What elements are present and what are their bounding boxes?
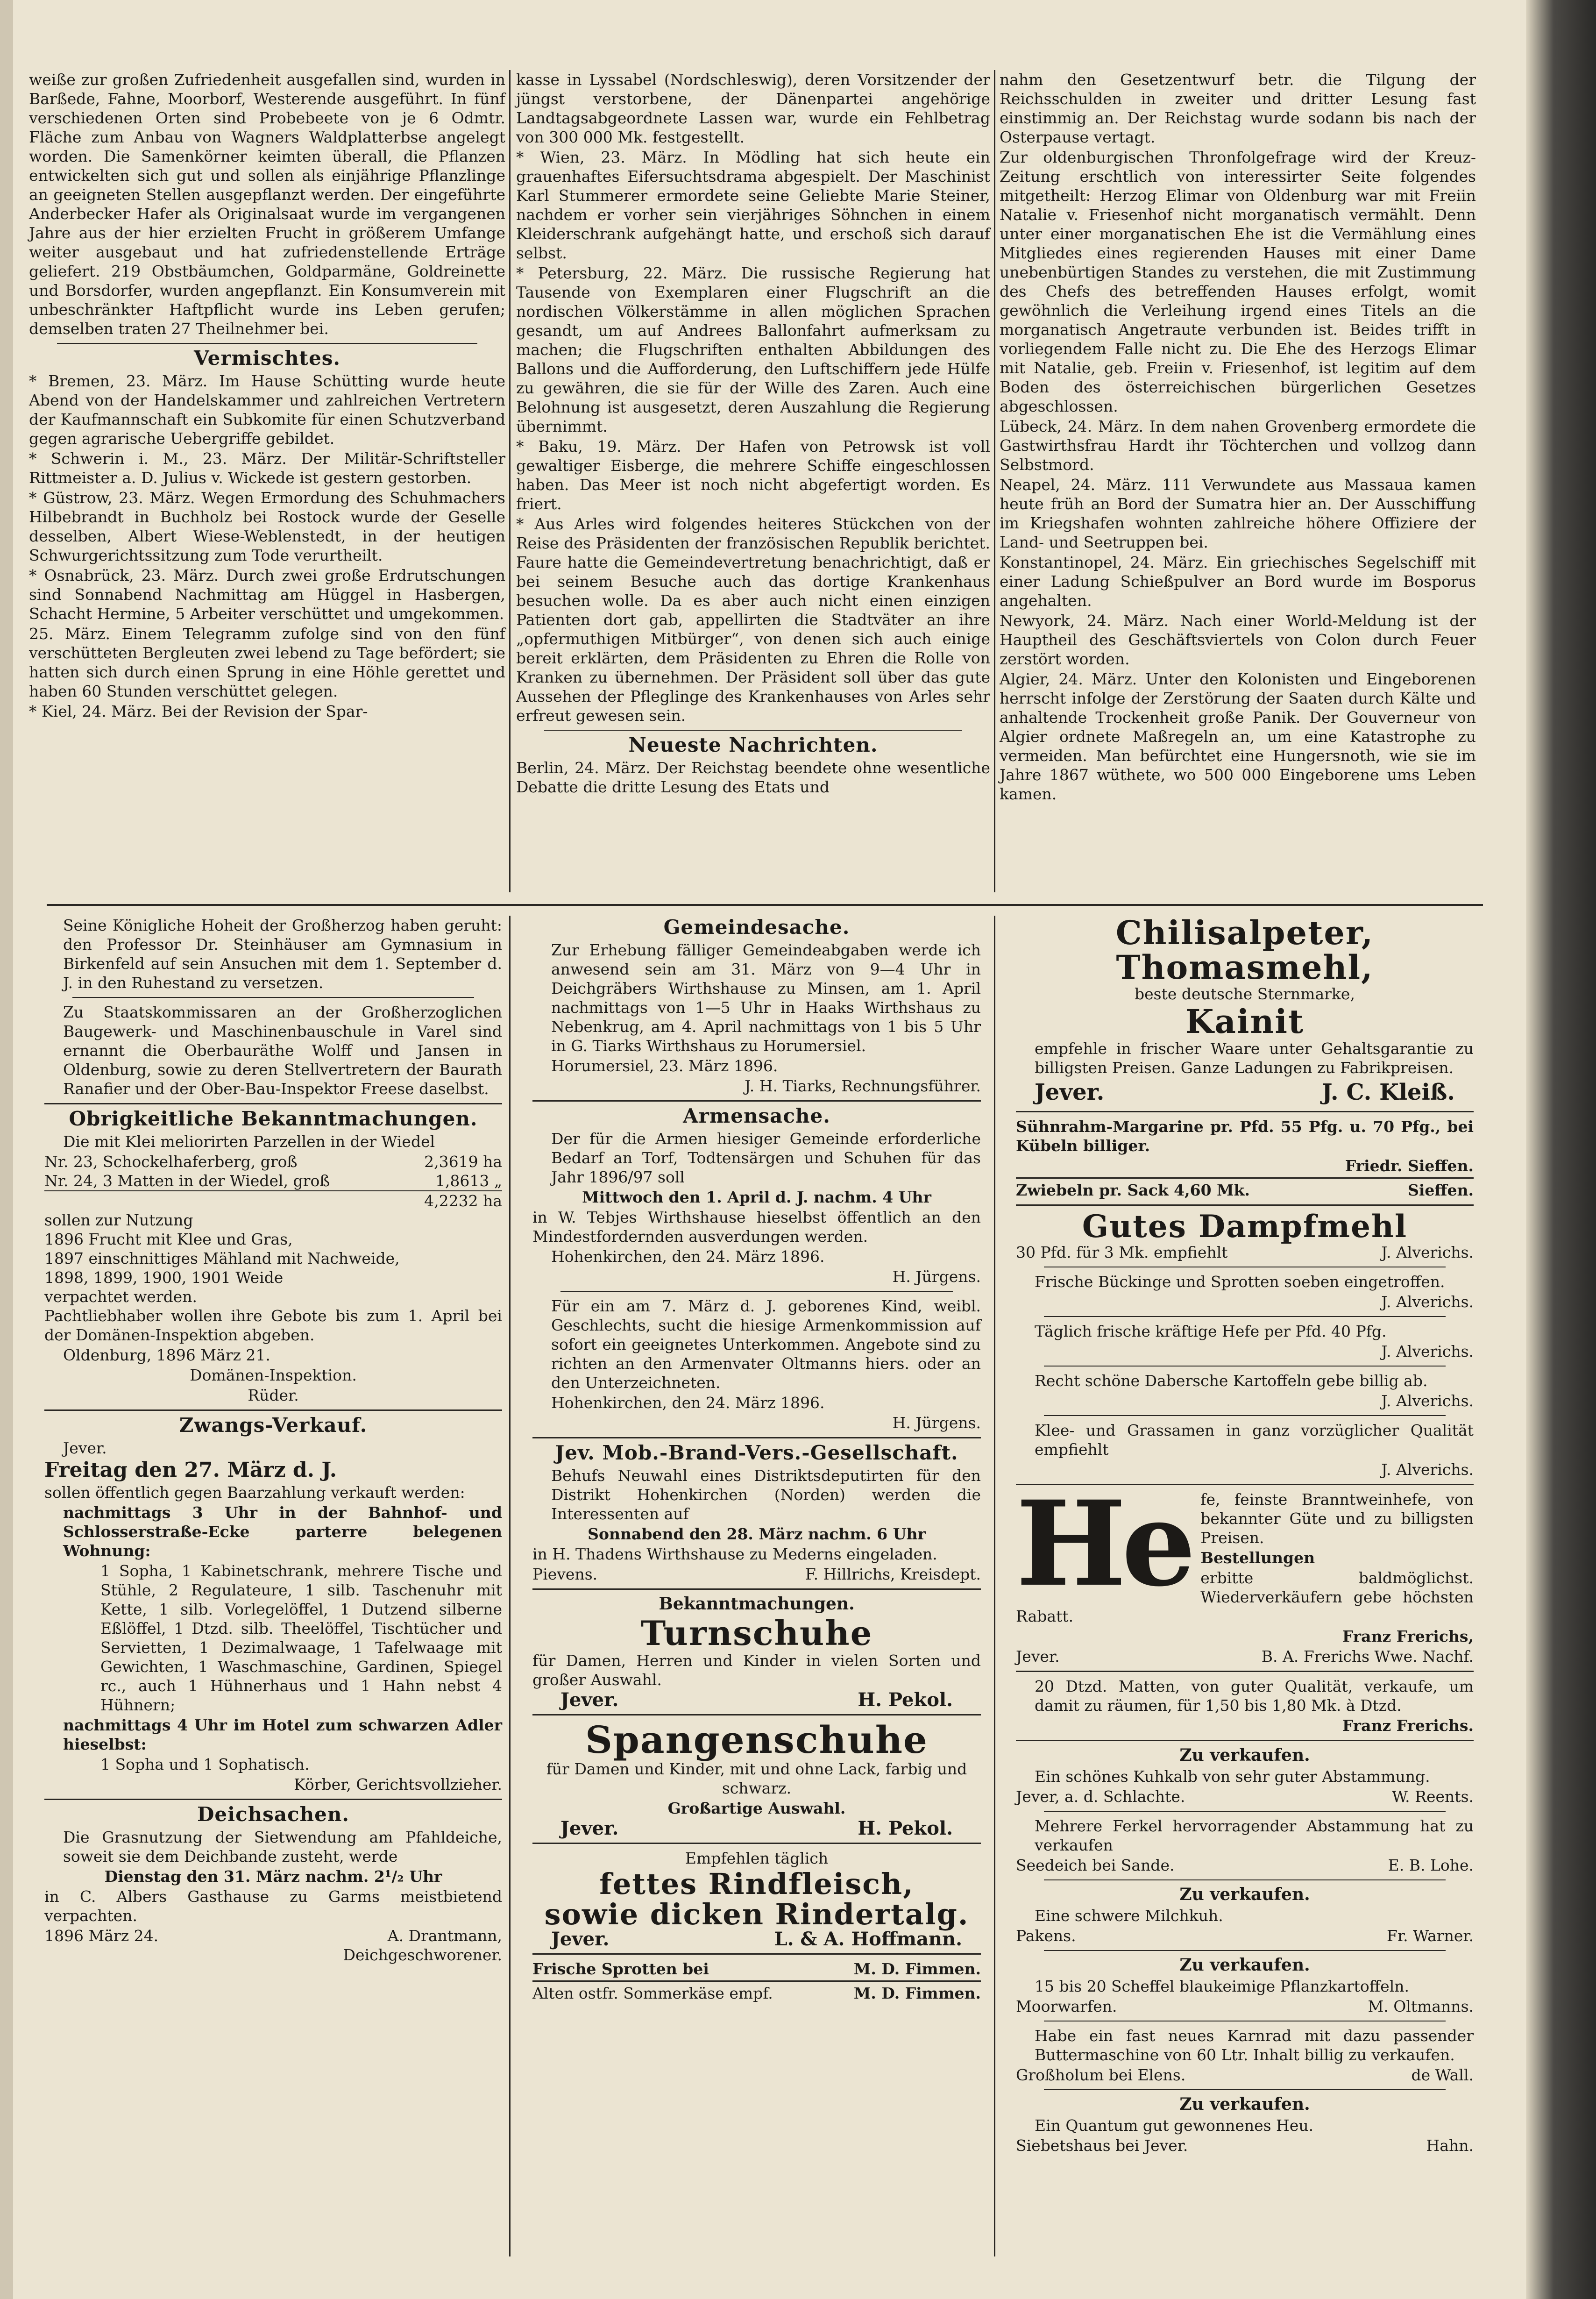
notice-text: sollen zur Nutzung 1896 Frucht mit Klee und Gras, 1897 einschnittiges Mähland mit Nachweide, 1898, 1899, 1900, 1901 Weide verpachtet werden. Pachtliebhaber wollen ihre Gebote bis zum 1. April bei der Domänen-Inspektion abgeben. [44,1211,502,1344]
notice-place: Horumersiel, 23. März 1896. [551,1057,778,1075]
news-item: kasse in Lyssabel (Nordschleswig), deren Vorsitzender der jüngst verstorbene, der Dänenpartei angehörige Landtagsabgeordnete Lassen war, wurde ein Fehlbetrag von 300 000 Mk. festgestellt. [516,71,990,146]
ad-text: für Damen, Herren und Kinder in vielen Sorten und großer Auswahl. [532,1651,981,1689]
news-item: Lübeck, 24. März. In dem nahen Grovenberg ermordete die Gastwirthsfrau Hardt ihr Töchterchen und vollzog dann Selbstmord. [1000,417,1476,474]
ad-signature: Hahn. [1426,2136,1474,2155]
bottom-column-2 [532,916,981,2003]
news-item: Berlin, 24. März. Der Reichstag beendete ohne wesentliche Debatte die dritte Lesung des Etats und [516,759,990,796]
ad-signature-row [1016,1787,1474,1806]
ad-text: Ein Quantum gut gewonnenes Heu. [1035,2116,1314,2135]
ad-place: Jever. [560,1817,619,1839]
ad-signature: L. & A. Hoffmann. [774,1928,962,1950]
heading-zu-verkaufen: Zu verkaufen. [1179,1745,1310,1765]
ad-signature: J. Alverichs. [1381,1243,1474,1261]
separator [544,730,962,731]
ad-signature-row [1016,2065,1474,2085]
ad-text: beste deutsche Sternmarke, [1135,985,1355,1003]
separator [532,1843,981,1844]
ad-signature: H. Pekol. [858,1817,953,1839]
ad-place: Großholum bei Elens. [1016,2065,1186,2084]
ad-signature-row [1016,1647,1474,1666]
news-item: * Wien, 23. März. In Mödling hat sich heute ein grauenhaftes Eifersuchtsdrama abgespielt. Der Maschinist Karl Stummerer ermordete seine Geliebte Marie Steiner, nachdem er vorher sein vierjähriges Söhnchen in einem Kleiderschrank aufgehängt hatte, und erschoß sich darauf selbst. [516,148,990,262]
ad-text: fe, feinste Branntweinhefe, von bekannter Güte und zu billigsten Preisen. [1200,1490,1474,1547]
ad-text: 30 Pfd. für 3 Mk. empfiehlt [1016,1243,1228,1261]
parcel-value: 1,8613 „ [435,1172,502,1190]
ad-place: Moorwarfen. [1016,1997,1117,2015]
ad-bold: Bestellungen [1200,1548,1315,1567]
ad-text: Alten ostfr. Sommerkäse empf. [532,1984,773,2002]
ad-place: Jever. [551,1928,610,1950]
scan-edge-left [0,0,13,2299]
top-column-3 [1000,70,1476,804]
separator [532,1953,981,1955]
notice-place: Jever. [63,1439,107,1457]
ad-text: Empfehlen täglich [685,1849,829,1867]
notice-place: Oldenburg, 1896 März 21. [63,1346,270,1364]
ad-row [1016,1181,1474,1200]
separator [44,1799,502,1800]
notice-items: 1 Sopha, 1 Kabinetschrank, mehrere Tische und Stühle, 2 Regulateure, 1 silb. Taschenuhr mit Kette, 1 silb. Vorlegelöffel, 1 Dutzend silberne Eßlöffel, 1 Dtzd. silb. Theelöffel, Tischtücher und Servietten, 1 Dezimalwaage, 1 Tafelwaage mit Gewichten, 1 Waschmaschine, Gardinen, Spiegel rc., auch 1 Hühnerhaus und 1 Hahn nebst 4 Hühnern; [100,1562,502,1714]
news-item: Algier, 24. März. Unter den Kolonisten und Eingeborenen herrscht infolge der Zerstörung der Saaten durch Kälte und anhaltende Trockenheit große Panik. Der Gouverneur von Algier ordnete Maßregeln an, um eine Katastrophe zu vermeiden. Man befürchtet eine Hungersnoth, wie sie im Jahre 1867 wüthete, wo 500 000 Eingeborene ums Leben kamen. [1000,670,1476,803]
bottom-column-3 [1016,913,1474,2155]
separator [1016,1177,1474,1179]
ad-signature: M. Oltmanns. [1368,1997,1474,2015]
ad-title-dampfmehl: Gutes Dampfmehl [1082,1208,1408,1245]
ad-signature-row [1016,1856,1474,1875]
notice-bold: nachmittags 3 Uhr in der Bahnhof- und Schlosserstraße-Ecke parterre belegenen Wohnung: [63,1503,502,1560]
separator [1044,1366,1446,1367]
news-item: 25. März. Einem Telegramm zufolge sind von den fünf verschütteten Bergleuten zwei lebend zu Tage befördert; sie hatten sich durch einen Sprung in eine Höhle gerettet und haben 60 Stunden verschüttet gelegen. [29,625,505,700]
ad-text: Eine schwere Milchkuh. [1035,1906,1223,1925]
heading-brandversicherung: Jev. Mob.-Brand-Vers.-Gesellschaft. [555,1441,958,1464]
ad-place: Pakens. [1016,1926,1076,1945]
notice-signature: Deichgeschworener. [343,1946,502,1964]
ad-signature: M. D. Fimmen. [853,1959,981,1978]
section-divider [47,904,1483,906]
ad-signature: J. Alverichs. [1381,1292,1474,1311]
ad-title-chilisalpeter: Chilisalpeter, [1115,913,1374,952]
ad-text: 15 bis 20 Scheffel blaukeimige Pflanzkartoffeln. [1035,1977,1410,1995]
news-item: * Schwerin i. M., 23. März. Der Militär-Schriftsteller Rittmeister a. D. Julius v. Wickede ist gestern gestorben. [29,449,505,487]
ad-text: 20 Dtzd. Matten, von guter Qualität, verkaufe, um damit zu räumen, für 1,50 bis 1,80 Mk. à Dtzd. [1035,1677,1474,1715]
heading-zu-verkaufen: Zu verkaufen. [1179,1955,1310,1975]
ad-text: Frische Sprotten bei [532,1959,709,1978]
top-column-2 [516,70,990,797]
notice-text: Zu Staatskommissaren an der Großherzoglichen Baugewerk- und Maschinenbauschule in Varel sind ernannt die Oberbauräthe Wolff und Jansen in Oldenburg, sowie zu deren Stellvertretern der Baurath Ranafier und der Ober-Bau-Inspektor Freese daselbst. [63,1003,502,1098]
separator [1044,1415,1446,1416]
ad-title-thomasmehl: Thomasmehl, [1116,947,1374,987]
ad-signature: J. Alverichs. [1381,1460,1474,1479]
ad-title-rindfleisch: fettes Rindfleisch, [599,1866,914,1901]
notice-bold: Mittwoch den 1. April d. J. nachm. 4 Uhr [582,1188,931,1206]
ad-signature: Franz Frerichs. [1342,1716,1474,1735]
notice-text: in C. Albers Gasthause zu Garms meistbietend verpachten. [44,1887,502,1925]
ad-signature: E. B. Lohe. [1388,1856,1474,1874]
separator [532,1588,981,1590]
parcel-row [44,1152,502,1171]
notice-signature: Körber, Gerichtsvollzieher. [294,1775,502,1794]
article-text: weiße zur großen Zufriedenheit ausgefallen sind, wurden in Barßede, Fahne, Moorborf, Westerende ausgeführt. In fünf verschiedenen Orten sind Probebeete von je 6 Odmtr. Fläche zum Anbau von Wagners Waldplatterbse angelegt worden. Die Samenkörner keimten überall, die Pflanzen entwickelten sich gut und sollen als einjährige Pflanzlinge an geeigneten Stellen ausgepflanzt werden. Der eingeführte Anderbecker Hafer als Originalsaat wurde im vergangenen Jahre aus der hier erzielten Frucht in größerem Umfange weiter ausgebaut und hat zufriedenstellende Erträge geliefert. 219 Obstbäumchen, Goldparmäne, Goldreinette und Borsdorfer, wurden angepflanzt. Ein Konsumverein mit unbeschränkter Haftpflicht wurde ins Leben gerufen; demselben traten 27 Theilnehmer bei. [29,71,505,338]
column-rule [509,70,511,892]
ad-text: erbitte baldmöglichst. Wiederverkäufern gebe höchsten Rabatt. [1016,1568,1474,1625]
news-item: Newyork, 24. März. Nach einer World-Meldung ist der Hauptheil des Geschäftsviertels von Colon durch Feuer zerstört worden. [1000,612,1476,668]
parcel-total: 4,2232 ha [424,1192,502,1210]
notice-signature: J. H. Tiarks, Rechnungsführer. [745,1077,981,1095]
bottom-column-1 [44,916,502,1965]
ad-row [1016,1243,1474,1262]
ad-signature-row [532,1929,981,1949]
news-item: * Aus Arles wird folgendes heiteres Stückchen von der Reise des Präsidenten der französischen Republik berichtet. Faure hatte die Gemeindevertretung benachrichtigt, daß er bei seinem Besuche auch das dortige Krankenhaus besuchen wolle. Da es aber auch nicht einen einzigen Patienten dort gab, appellirten die Stadtväter an ihre „opfermuthigen Mitbürger“, von denen sich auch einige bereit erklärten, dem Präsidenten zu Ehren die Rolle von Kranken zu übernehmen. Der Präsident soll über das gute Aussehen der Pfleglinge des Krankenhauses von Arles sehr erfreut gewesen sein. [516,515,990,725]
column-rule [509,916,511,2256]
heading-zu-verkaufen: Zu verkaufen. [1179,2094,1310,2114]
ad-signature: J. C. Kleiß. [1321,1079,1455,1105]
hefe-ad [1016,1490,1474,1647]
separator [560,1291,953,1292]
ad-place: Jever, a. d. Schlachte. [1016,1787,1185,1806]
separator [57,343,477,344]
separator [532,1437,981,1438]
ad-title-kainit: Kainit [1185,1002,1305,1041]
news-item: * Güstrow, 23. März. Wegen Ermordung des Schuhmachers Hilbebrandt in Buchholz bei Rostock wurde der Geselle desselben, Albert Wiese-Weblenstedt, in der heutigen Schwurgerichtssitzung zum Tode verurtheilt. [29,489,505,564]
notice-items: 1 Sopha und 1 Sophatisch. [100,1755,310,1773]
notice-place: Hohenkirchen, den 24. März 1896. [551,1394,825,1412]
separator [1016,1484,1474,1485]
ad-signature-row [1016,2136,1474,2155]
notice-signature: Domänen-Inspektion. [190,1366,357,1384]
ad-place: Jever. [1035,1079,1105,1105]
ad-signature: B. A. Frerichs Wwe. Nachf. [1261,1647,1474,1666]
separator [44,1409,502,1411]
ad-place: Seedeich bei Sande. [1016,1856,1175,1874]
ad-text: Recht schöne Dabersche Kartoffeln gebe billig ab. [1035,1371,1428,1390]
news-item: Neapel, 24. März. 111 Verwundete aus Massaua kamen heute früh an Bord der Sumatra hier an. Der Ausschiffung im Kriegshafen wohnten zahlreiche höhere Offiziere der Land- und Seetruppen bei. [1000,476,1476,551]
ad-text: Frische Bückinge und Sprotten soeben eingetroffen. [1035,1272,1445,1291]
notice-bold: Dienstag den 31. März nachm. 2¹/₂ Uhr [104,1867,442,1886]
ad-initial-he: He [1016,1489,1192,1612]
ad-signature: Franz Frerichs, [1342,1627,1474,1645]
notice-signature: H. Jürgens. [892,1267,981,1286]
separator [1044,1950,1446,1951]
news-item: * Osnabrück, 23. März. Durch zwei große Erdrutschungen sind Sonnabend Nachmittag am Hüggel in Hasbergen, Schacht Hermine, 5 Arbeiter verschüttet und umgekommen. [29,566,505,623]
ad-text: für Damen und Kinder, mit und ohne Lack, farbig und schwarz. [546,1759,967,1797]
ad-signature: de Wall. [1411,2065,1474,2084]
ad-text: Ein schönes Kuhkalb von sehr guter Abstammung. [1035,1767,1430,1786]
notice-place: Pievens. [532,1565,598,1583]
ad-text: Habe ein fast neues Karnrad mit dazu passender Buttermaschine von 60 Ltr. Inhalt billig zu verkaufen. [1035,2026,1474,2064]
separator [1044,1811,1446,1812]
separator [1016,1740,1474,1741]
top-column-1 [29,70,505,722]
notice-text: Behufs Neuwahl eines Distriktsdeputirten für den Distrikt Hohenkirchen (Norden) werden die Interessenten auf [551,1466,981,1523]
column-rule [994,916,995,2256]
ad-signature-row [1016,1078,1474,1106]
ad-row [532,1959,981,1979]
ad-signature: Friedr. Sieffen. [1345,1156,1474,1175]
notice-text: Die mit Klei meliorirten Parzellen in der Wiedel [63,1132,435,1151]
heading-obrigkeitliche: Obrigkeitliche Bekanntmachungen. [69,1107,478,1130]
ad-title-rindertalg: sowie dicken Rindertalg. [544,1897,969,1931]
notice-text: in H. Thadens Wirthshause zu Mederns eingeladen. [532,1545,937,1563]
signature-row [532,1565,981,1584]
separator [1016,1111,1474,1112]
ad-text: Klee- und Grassamen in ganz vorzüglicher Qualität empfiehlt [1035,1421,1474,1459]
heading-gemeindesache: Gemeindesache. [663,916,850,939]
news-item: Konstantinopel, 24. März. Ein griechisches Segelschiff mit einer Ladung Schießpulver an Bord wurde im Bosporus angehalten. [1000,553,1476,610]
notice-signature: H. Jürgens. [892,1414,981,1432]
ad-signature: W. Reents. [1392,1787,1474,1806]
separator [532,1980,981,1982]
ad-place: Jever. [560,1688,619,1711]
parcel-label: Nr. 23, Schockelhaferberg, groß [44,1153,298,1171]
news-item: Zur oldenburgischen Thronfolgefrage wird der Kreuz-Zeitung erschtlich von interessirter Seite folgendes mitgetheilt: Herzog Elimar von Oldenburg war mit Freiin Natalie v. Friesenhof nicht morganatisch vermählt. Denn unter einer morganatischen Ehe ist die Vermählung eines Mitgliedes eines regierenden Hauses mit einer Dame unebenbürtigen Standes zu verstehen, die mit Zustimmung des Chefs des betreffenden Hauses erfolgt, womit gewöhnlich die Verleihung irgend eines Titels an die morganatisch Angetraute verbunden ist. Beides trifft in vorliegendem Falle nicht zu. Die Ehe des Herzogs Elimar mit Natalie, geb. Freiin v. Friesenhof, ist legitim auf dem Boden des österreichischen bürgerlichen Gesetzes abgeschlossen. [1000,148,1476,415]
notice-date: Freitag den 27. März d. J. [44,1458,337,1482]
ad-place: Jever. [1016,1647,1060,1666]
heading-zu-verkaufen: Zu verkaufen. [1179,1884,1310,1904]
ad-title-spangenschuhe: Spangenschuhe [585,1717,928,1762]
separator [532,1714,981,1715]
notice-text: sollen öffentlich gegen Baarzahlung verkauft werden: [44,1483,465,1502]
heading-armensache: Armensache. [683,1104,830,1127]
ad-row [532,1984,981,2003]
notice-text: Für ein am 7. März d. J. geborenes Kind, weibl. Geschlechts, sucht die hiesige Armenkommission auf sofort ein geeignetes Unterkommen. Angebote sind zu richten an den Armenvater Oltmanns hiers. oder an den Unterzeichneten. [551,1297,981,1392]
notice-date: 1896 März 24. [44,1927,159,1945]
news-item: * Baku, 19. März. Der Hafen von Petrowsk ist voll gewaltiger Eisberge, die mehrere Schiffe eingeschlossen haben. Das Meer ist noch nicht abgefertigt worden. Es friert. [516,437,990,513]
news-item: * Bremen, 23. März. Im Hause Schütting wurde heute Abend von der Handelskammer und zahlreichen Vertretern der Kaufmannschaft ein Subkomite für einen Schutzverband gegen agrarische Uebergriffe gebildet. [29,372,505,448]
ad-place: Siebetshaus bei Jever. [1016,2136,1188,2155]
ad-signature-row [532,1690,981,1709]
notice-signature: F. Hillrichs, Kreisdept. [805,1565,981,1583]
notice-signature: Rüder. [248,1386,299,1404]
separator [72,997,474,998]
ad-bold: Sühnrahm-Margarine pr. Pfd. 55 Pfg. u. 70 Pfg., bei Kübeln billiger. [1016,1117,1474,1155]
heading-deichsachen: Deichsachen. [197,1803,350,1826]
scan-edge-right [1526,0,1596,2299]
separator [1016,1204,1474,1206]
separator [532,1100,981,1102]
ad-signature: Fr. Warner. [1387,1926,1474,1945]
notice-text: Zur Erhebung fälliger Gemeindeabgaben werde ich anwesend sein am 31. März von 9—4 Uhr in Deichgräbers Wirthshause zu Minsen, am 1. April nachmittags von 1—5 Uhr in Haaks Wirthshaus zu Nebenkrug, am 4. April nachmittags von 1 bis 5 Uhr in G. Tiarks Wirthshaus zu Horumersiel. [551,941,981,1055]
parcel-label: Nr. 24, 3 Matten in der Wiedel, groß [44,1172,330,1190]
ad-signature-row [1016,1997,1474,2016]
ad-text: Mehrere Ferkel hervorragender Abstammung hat zu verkaufen [1035,1816,1474,1854]
ad-title-turnschuhe: Turnschuhe [640,1613,873,1653]
separator [1044,1879,1446,1880]
notice-text: Der für die Armen hiesiger Gemeinde erforderliche Bedarf an Torf, Todtensärgen und Schuhen für das Jahr 1896/97 soll [551,1130,981,1186]
section-heading-neueste: Neueste Nachrichten. [628,733,878,756]
news-item: nahm den Gesetzentwurf betr. die Tilgung der Reichsschulden in zweiter und dritter Lesung fast einstimmig an. Der Reichstag wurde sodann bis nach der Osterpause vertagt. [1000,71,1476,146]
ad-signature: J. Alverichs. [1381,1391,1474,1410]
ad-signature-row [1016,1926,1474,1945]
ad-text: Täglich frische kräftige Hefe per Pfd. 40 Pfg. [1035,1322,1387,1340]
notice-bold: Sonnabend den 28. März nachm. 6 Uhr [588,1525,926,1543]
separator [44,1103,502,1104]
heading-zwangsverkauf: Zwangs-Verkauf. [179,1414,368,1437]
ad-signature: H. Pekol. [858,1688,953,1711]
notice-text: Seine Königliche Hoheit der Großherzog haben geruht: den Professor Dr. Steinhäuser am Gymnasium in Birkenfeld auf sein Ansuchen mit dem 1. September d. J. in den Ruhestand zu versetzen. [63,916,502,992]
notice-bold: nachmittags 4 Uhr im Hotel zum schwarzen Adler hieselbst: [63,1716,502,1753]
news-item: * Kiel, 24. März. Bei der Revision der Spar- [29,702,368,720]
separator [1016,1671,1474,1672]
heading-bekanntmachungen: Bekanntmachungen. [659,1594,855,1614]
news-item: * Petersburg, 22. März. Die russische Regierung hat Tausende von Exemplaren einer Flugschrift an die nordischen Völkerstämme in allen möglichen Sprachen gesandt, um auf Andrees Ballonfahrt aufmerksam zu machen; die Flugschriften enthalten Abbildungen des Ballons und die Aufforderung, den Luftschiffern jede Hülfe zu gewähren, die sie für der Wille des Zaren. Auch eine Belohnung ist ausgesetzt, deren Auszahlung die Regierung übernimmt. [516,264,990,435]
separator [1044,1316,1446,1317]
ad-signature: Sieffen. [1408,1181,1474,1199]
ad-signature-row [532,1819,981,1838]
ad-signature: J. Alverichs. [1381,1342,1474,1360]
ad-bold: Großartige Auswahl. [667,1799,846,1817]
signature-row [44,1926,502,1945]
separator [1044,2089,1446,2090]
parcel-value: 2,3619 ha [424,1153,502,1171]
parcel-total-row [44,1190,502,1210]
section-heading-vermischtes: Vermischtes. [193,347,341,370]
column-rule [994,70,995,892]
notice-place: Hohenkirchen, den 24. März 1896. [551,1247,825,1266]
parcel-row [44,1171,502,1190]
ad-text: empfehle in frischer Waare unter Gehaltsgarantie zu billigsten Preisen. Ganze Ladungen zu Fabrikpreisen. [1035,1039,1474,1077]
ad-signature: M. D. Fimmen. [853,1984,981,2002]
notice-text: in W. Tebjes Wirthshause hieselbst öffentlich an den Mindestfordernden ausverdungen werden. [532,1208,981,1246]
notice-signature: A. Drantmann, [387,1927,502,1945]
ad-text: Zwiebeln pr. Sack 4,60 Mk. [1016,1181,1250,1199]
notice-text: Die Grasnutzung der Sietwendung am Pfahldeiche, soweit sie dem Deichbande zusteht, werde [63,1828,502,1865]
